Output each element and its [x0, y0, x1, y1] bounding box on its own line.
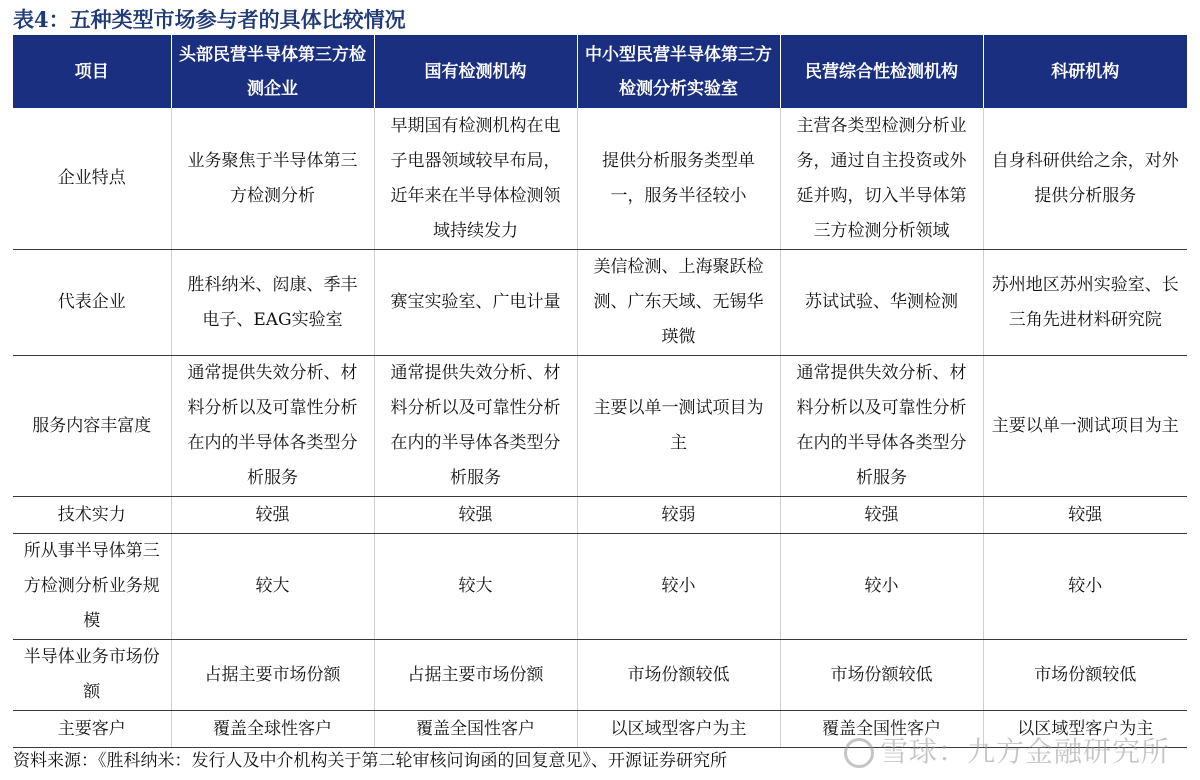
table-cell: 覆盖全球性客户 [171, 711, 374, 748]
table-cell: 通常提供失效分析、材料分析以及可靠性分析在内的半导体各类型分析服务 [171, 356, 374, 497]
table-cell: 主要以单一测试项目为主 [577, 356, 780, 497]
snowball-logo-icon [844, 738, 874, 768]
table-cell: 市场份额较低 [577, 640, 780, 711]
table-cell: 较强 [983, 497, 1187, 534]
table-cell: 以区域型客户为主 [577, 711, 780, 748]
table-cell: 覆盖全国性客户 [780, 711, 983, 748]
header-cell-small-private-lab: 中小型民营半导体第三方检测分析实验室 [577, 35, 780, 108]
row-label: 所从事半导体第三方检测分析业务规模 [13, 534, 171, 640]
table-row [13, 497, 1187, 534]
table-title: 表4：五种类型市场参与者的具体比较情况 [13, 7, 406, 32]
row-label: 企业特点 [13, 108, 171, 250]
table-row [13, 534, 1187, 640]
table-cell: 市场份额较低 [983, 640, 1187, 711]
table-cell: 较大 [171, 534, 374, 640]
table-cell: 较强 [780, 497, 983, 534]
table-cell: 较大 [374, 534, 577, 640]
watermark-text: 雪球：九方金融研究所 [879, 735, 1170, 768]
row-label: 技术实力 [13, 497, 171, 534]
table-cell: 较强 [171, 497, 374, 534]
table-cell: 赛宝实验室、广电计量 [374, 250, 577, 356]
table-cell: 较小 [577, 534, 780, 640]
header-cell-leading-private: 头部民营半导体第三方检测企业 [171, 35, 374, 108]
row-label: 主要客户 [13, 711, 171, 748]
table-cell: 占据主要市场份额 [374, 640, 577, 711]
row-label: 半导体业务市场份额 [13, 640, 171, 711]
comparison-table [13, 35, 1187, 748]
table-cell: 市场份额较低 [780, 640, 983, 711]
table-cell: 覆盖全国性客户 [374, 711, 577, 748]
table-cell: 业务聚焦于半导体第三方检测分析 [171, 108, 374, 250]
source-note: 资料来源：《胜科纳米：发行人及中介机构关于第二轮审核问询函的回复意见》、开源证券研究所 [13, 751, 727, 771]
table-cell: 较强 [374, 497, 577, 534]
table-cell: 以区域型客户为主 [983, 711, 1187, 748]
table-row [13, 356, 1187, 497]
table-cell: 主营各类型检测分析业务，通过自主投资或外延并购，切入半导体第三方检测分析领域 [780, 108, 983, 250]
header-cell-private-comprehensive: 民营综合性检测机构 [780, 35, 983, 108]
table-cell: 占据主要市场份额 [171, 640, 374, 711]
table-cell: 提供分析服务类型单一，服务半径较小 [577, 108, 780, 250]
table-row [13, 108, 1187, 250]
table-cell: 美信检测、上海聚跃检测、广东天域、无锡华瑛微 [577, 250, 780, 356]
table-cell: 较小 [780, 534, 983, 640]
header-row [13, 35, 1187, 108]
header-cell-item: 项目 [13, 35, 171, 108]
header-cell-research-institute: 科研机构 [983, 35, 1187, 108]
table-cell: 自身科研供给之余，对外提供分析服务 [983, 108, 1187, 250]
table-row [13, 250, 1187, 356]
table-cell: 主要以单一测试项目为主 [983, 356, 1187, 497]
row-label: 服务内容丰富度 [13, 356, 171, 497]
table-cell: 通常提供失效分析、材料分析以及可靠性分析在内的半导体各类型分析服务 [780, 356, 983, 497]
table-cell: 较小 [983, 534, 1187, 640]
table-row [13, 640, 1187, 711]
table-cell: 通常提供失效分析、材料分析以及可靠性分析在内的半导体各类型分析服务 [374, 356, 577, 497]
table-cell: 苏州地区苏州实验室、长三角先进材料研究院 [983, 250, 1187, 356]
row-label: 代表企业 [13, 250, 171, 356]
table-cell: 早期国有检测机构在电子电器领域较早布局，近年来在半导体检测领域持续发力 [374, 108, 577, 250]
table-cell: 较弱 [577, 497, 780, 534]
table-cell: 胜科纳米、闳康、季丰电子、EAG实验室 [171, 250, 374, 356]
table-cell: 苏试试验、华测检测 [780, 250, 983, 356]
header-cell-state-owned: 国有检测机构 [374, 35, 577, 108]
watermark [844, 730, 1170, 770]
